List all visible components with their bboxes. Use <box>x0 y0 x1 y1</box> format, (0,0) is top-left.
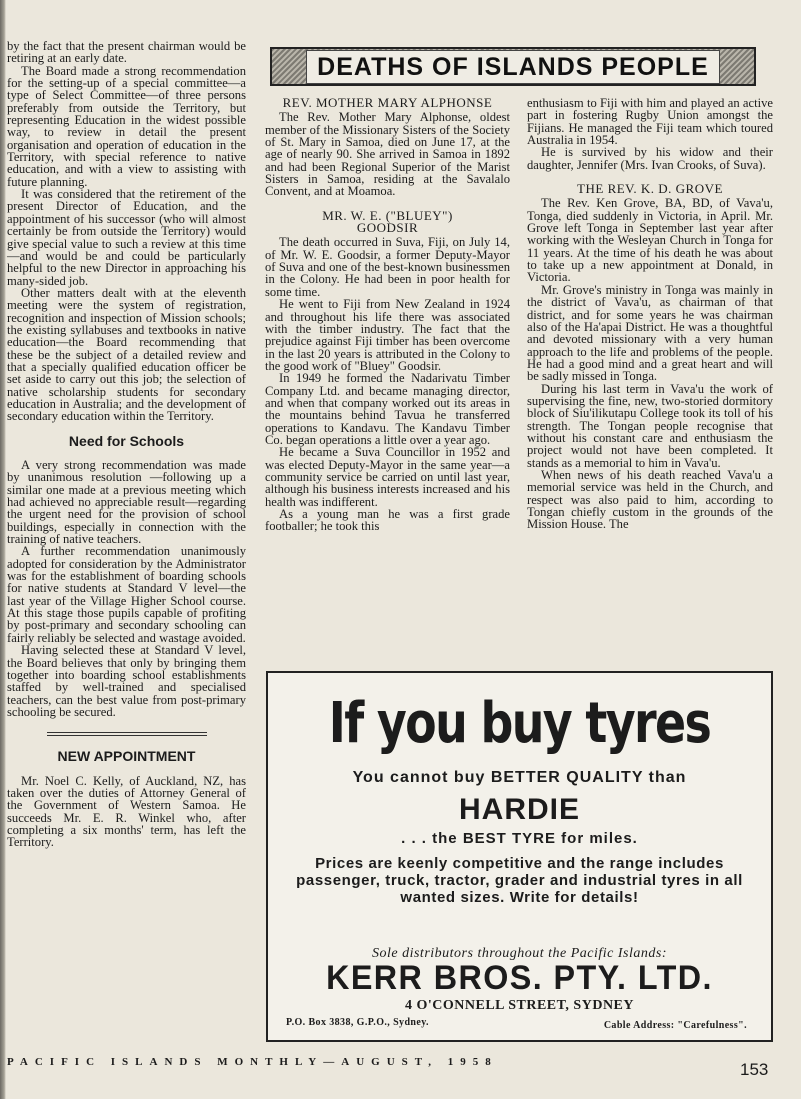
ad-distributor-note: Sole distributors throughout the Pacific Islands: <box>371 946 668 961</box>
ad-quality-line: You cannot buy BETTER QUALITY than <box>352 769 687 786</box>
banner-title: DEATHS OF ISLANDS PEOPLE <box>306 50 720 84</box>
paragraph: During his last term in Vava'u the work of supervising the fine, new, two-storied dormitory block of Siu'ilikutapu College took its toll of his strength. The Tongan people recognise that without his constant care and enthusiasm the project would not have been completed. It stands as a memorial to him in Vava'u. <box>527 381 773 470</box>
ad-po-box: P.O. Box 3838, G.P.O., Sydney. <box>286 1017 429 1028</box>
ad-body: Prices are keenly competitive and the range includes passenger, truck, tractor, grader and industrial tyres in all wanted sizes. Write for details! <box>296 855 743 906</box>
paragraph: A further recommendation unanimously adopted for consideration by the Administrator was for the establishment of boarding schools for native students at Standard V level—the last year of the Village Higher School course. At this stage those pupils capable of profiting by post-primary and secondary schooling can fairly reliably be selected and wastage avoided. <box>7 544 246 645</box>
column-right <box>527 97 773 531</box>
paragraph: Mr. Grove's ministry in Tonga was mainly in the district of Vava'u, as chairman of that district, and for some years he was chairman also of the Ha'apai District. He was a thoughtful and devoted missionary with a very human approach to the life and problems of the people. He had a good mind and a great heart and will be sadly missed in Tonga. <box>527 282 773 384</box>
column-left <box>7 40 246 849</box>
paragraph: A very strong recommendation was made by unanimous resolution —following up a similar one made at a previous meeting which had achieved no appreciable result—regarding the urgent need for the provision of school buildings, especially in connection with the training of native teachers. <box>7 458 246 547</box>
paragraph: He became a Suva Councillor in 1952 and was elected Deputy-Mayor in the same year—a community service be carried on until last year, although his business interests increased and his health was indifferent. <box>265 445 510 509</box>
ad-tagline: . . . the BEST TYRE for miles. <box>401 830 638 847</box>
paragraph: The Rev. Ken Grove, BA, BD, of Vava'u, Tonga, died suddenly in Victoria, in April. Mr. Grove left Tonga in September last year after working with the Wesleyan Church in Tonga for 11 years. At the time of his death he was about to take up a new appointment at Donald, in Victoria. <box>527 196 773 285</box>
ad-company-name: KERR BROS. PTY. LTD. <box>326 959 713 997</box>
section-heading-schools: Need for Schools <box>68 432 185 449</box>
paragraph: He went to Fiji from New Zealand in 1924 and throughout his life there was associated with the timber industry. The fact that the prejudice against Fiji timber has been overcome in the last 20 years is attributed in the Colony to the good work of "Bluey" Goodsir. <box>265 297 510 373</box>
paragraph: Other matters dealt with at the eleventh meeting were the system of registration, recognition and inspection of Mission schools; the existing syllabuses and textbooks in native education—the Board recommending that these be the subject of a detailed review and that a specially qualified education officer be set aside to carry out this job; the selection of native scholarship students for secondary education in Australia; and the development of secondary education within the Territory. <box>7 285 246 424</box>
paragraph: When news of his death reached Vava'u a memorial service was held in the Church, and respect was also paid to him, according to Tongan chiefly custom in the grounds of the Mission House. The <box>527 467 773 532</box>
obituary-heading-goodsir-line2: GOODSIR <box>356 220 419 236</box>
paragraph: The Board made a strong recommendation for the setting-up of a special committee—a type of Select Committee—of three persons preferably from outside the Territory, but representing Education in the widest possible way, to review in detail the present organisation and operation of education in the Territory, with special reference to native education, and with a view to assisting with future planning. <box>7 63 246 189</box>
paragraph: As a young man he was a first grade footballer; he took this <box>265 507 510 534</box>
page-binding-edge <box>0 0 6 1099</box>
ad-headline: If you buy tyres <box>328 691 711 756</box>
paragraph: Having selected these at Standard V level, the Board believes that only by bringing them together into boarding school establishments staffed by well-trained and specialised teachers, can the best value from post-primary schooling be secured. <box>7 643 246 719</box>
section-heading-appointment: NEW APPOINTMENT <box>57 748 196 765</box>
ad-address: 4 O'CONNELL STREET, SYDNEY <box>404 998 634 1013</box>
paragraph: He is survived by his widow and their daughter, Jennifer (Mrs. Ivan Crooks, of Suva). <box>527 145 773 172</box>
running-footer: PACIFIC ISLANDS MONTHLY—AUGUST, 1958 <box>7 1056 498 1068</box>
paragraph: Mr. Noel C. Kelly, of Auckland, NZ, has taken over the duties of Attorney General of the Government of Western Samoa. He succeeds Mr. E. R. Winkel who, after completing a six months' term, has left the Territory. <box>7 773 246 850</box>
page-number: 153 <box>740 1060 769 1079</box>
paragraph: In 1949 he formed the Nadarivatu Timber Company Ltd. and became managing director, and when that company worked out its areas in the mountains behind Tavua he transferred operations to Kandavu. The Kandavu Timber Co. began operations a little over a year ago. <box>265 371 510 447</box>
column-middle <box>265 97 510 533</box>
paragraph: It was considered that the retirement of the present Director of Education, and the appointment of his successor (who will almost certainly be from outside the Territory) would give special value to such a review at this time—and would be and could be particularly helpful to the new Director in approaching his many-sided job. <box>7 187 246 288</box>
paragraph: by the fact that the present chairman would be retiring at an early date. <box>7 39 246 66</box>
paragraph: The Rev. Mother Mary Alphonse, oldest member of the Missionary Sisters of the Society of St. Mary in Samoa, died on June 17, at the age of nearly 90. She arrived in Samoa in 1892 and had been Regional Superior of the Marist Sisters in Samoa, residing at the Savalalo Convent, and at Moamoa. <box>265 110 510 199</box>
obituary-heading-grove: THE REV. K. D. GROVE <box>577 181 723 197</box>
paragraph: The death occurred in Suva, Fiji, on July 14, of Mr. W. E. Goodsir, a former Deputy-Mayor of Suva and one of the best-known businessmen in the Colony. He had been in poor health for some time. <box>265 235 510 299</box>
ad-cable-address: Cable Address: "Carefulness". <box>603 1020 747 1031</box>
deaths-banner <box>270 47 756 86</box>
section-divider <box>47 732 207 736</box>
tyre-advertisement <box>266 671 773 1042</box>
obituary-heading-alphonse: REV. MOTHER MARY ALPHONSE <box>282 95 493 110</box>
paragraph: enthusiasm to Fiji with him and played an active part in fostering Rugby Union amongst the Fijians. He managed the Fiji team which toured Australia in 1954. <box>527 96 773 148</box>
ad-brand: HARDIE <box>458 793 580 826</box>
obituary-heading-goodsir: MR. W. E. ("BLUEY") <box>322 207 453 223</box>
